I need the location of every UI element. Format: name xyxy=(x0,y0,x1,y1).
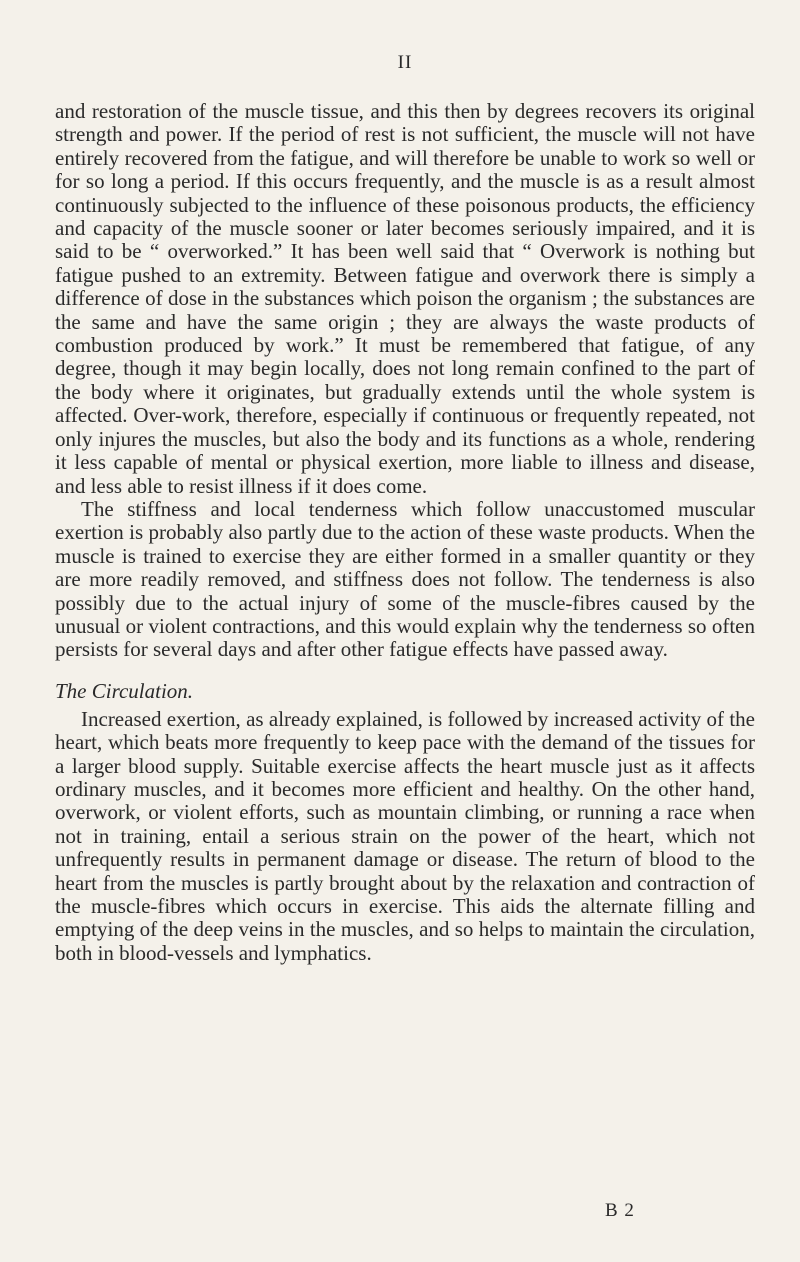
page-number: II xyxy=(397,52,413,73)
folio-signature: B 2 xyxy=(605,1200,635,1221)
section-heading: The Circulation. xyxy=(55,678,194,703)
paragraph-circulation: Increased exertion, as already explained, is followed by increased activity of the heart, which beats more frequently to keep pace with the demand of the tissues for a larger blood supply. Suitable exercise affects the heart muscle just as it affects ordinary muscles, and it becomes more efficient and healthy. On the other hand, overwork, or violent efforts, such as mountain climbing, or running a race when not in training, entail a serious strain on the power of the heart, which not unfrequently results in permanent damage or disease. The return of blood to the heart from the muscles is partly brought about by the relaxation and contraction of the muscle-fibres which occurs in exercise. This aids the alternate filling and emptying of the deep veins in the muscles, and so helps to maintain the circulation, both in blood-vessels and lymphatics. xyxy=(55,706,755,965)
paragraph-stiffness: The stiffness and local tenderness which follow unaccustomed muscular exertion is probably also partly due to the action of these waste products. When the muscle is trained to exercise they are either formed in a smaller quantity or they are more readily removed, and stiffness does not follow. The tenderness is also possibly due to the actual injury of some of the muscle-fibres caused by the unusual or violent contractions, and this would explain why the tenderness so often persists for several days and after other fatigue effects have passed away. xyxy=(55,496,755,662)
paragraph-overwork: and restoration of the muscle tissue, and this then by degrees recovers its original strength and power. If the period of rest is not sufficient, the muscle will not have entirely recovered from the fatigue, and will therefore be unable to work so well or for so long a period. If this occurs frequently, and the muscle is as a result almost continuously subjected to the influence of these poisonous products, the efficiency and capacity of the muscle sooner or later becomes seriously impaired, and it is said to be “ overworked.” It has been well said that “ Overwork is nothing but fatigue pushed to an extremity. Between fatigue and overwork there is simply a difference of dose in the substances which poison the organism ; the substances are the same and have the same origin ; they are always the waste products of combustion produced by work.” It must be remembered that fatigue, of any degree, though it may begin locally, does not long remain confined to the part of the body where it originates, but gradually extends until the whole system is affected. Over-work, therefore, especially if continuous or frequently repeated, not only injures the muscles, but also the body and its functions as a whole, rendering it less capable of mental or physical exertion, more liable to illness and disease, and less able to resist illness if it does come. xyxy=(55,99,755,498)
body-text xyxy=(55,100,755,965)
